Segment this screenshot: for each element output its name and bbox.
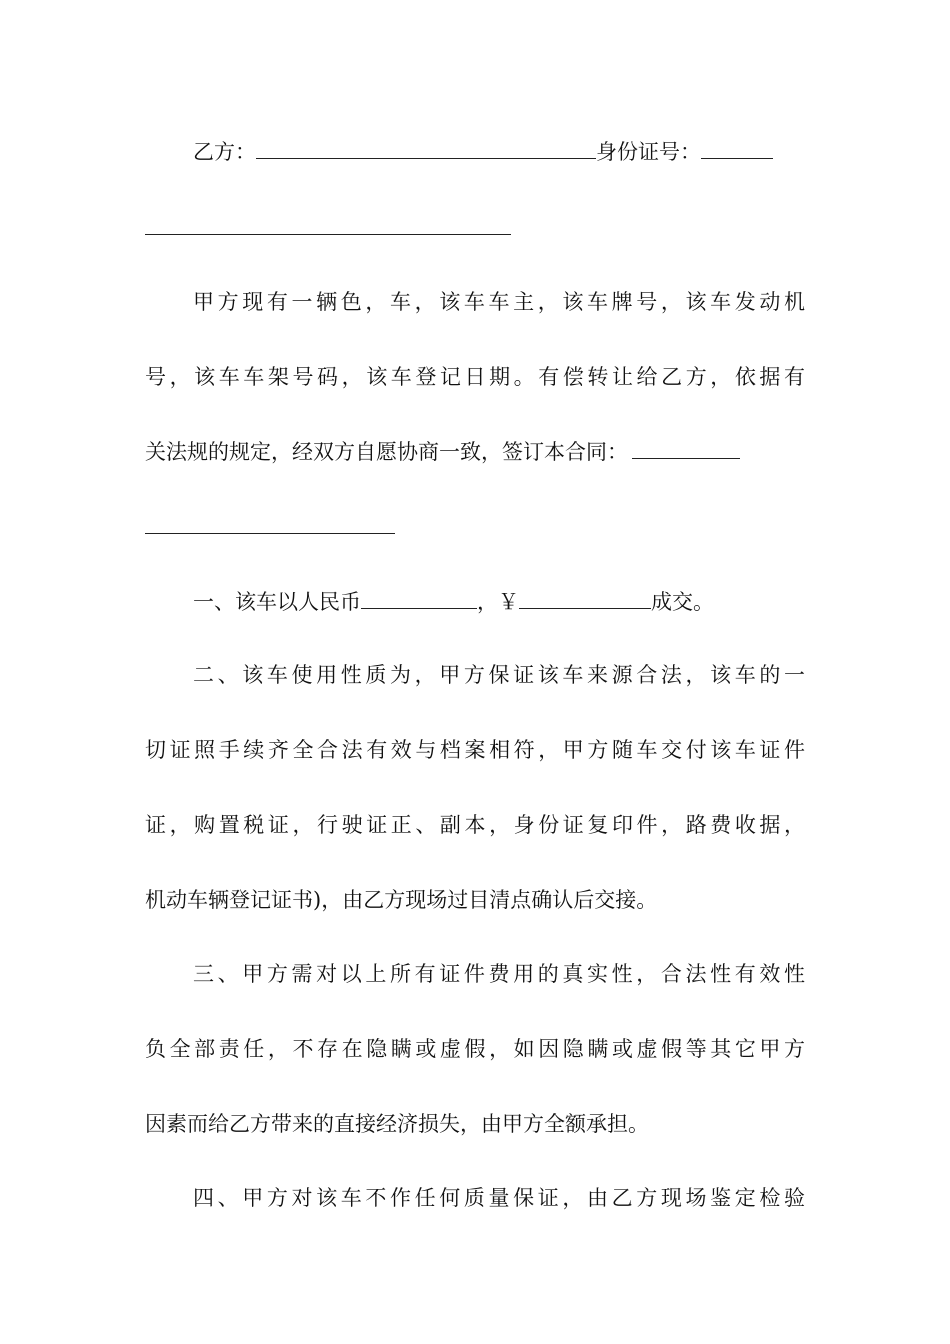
clause-1-suffix: 成交。	[651, 590, 714, 614]
id-number-blank-continuation	[145, 234, 511, 235]
clause-2-line-2: 切证照手续齐全合法有效与档案相符，甲方随车交付该车证件	[145, 738, 805, 762]
clause-3-line-1: 三、甲方需对以上所有证件费用的真实性，合法性有效性	[193, 962, 805, 986]
clause-3-line-2: 负全部责任，不存在隐瞒或虚假，如因隐瞒或虚假等其它甲方	[145, 1037, 805, 1061]
party-b-label: 乙方：	[193, 140, 256, 164]
clause-3-line-3: 因素而给乙方带来的直接经济损失，由甲方全额承担。	[145, 1112, 649, 1136]
party-b-line	[193, 137, 805, 167]
price-amount-blank	[519, 588, 651, 609]
price-words-blank	[361, 588, 477, 609]
intro-line-3	[145, 437, 805, 467]
clause-2-line-3: 证，购置税证，行驶证正、副本，身份证复印件，路费收据，	[145, 813, 805, 837]
party-b-name-blank	[256, 138, 596, 159]
intro-line-1: 甲方现有一辆色，车，该车车主，该车牌号，该车发动机	[193, 290, 805, 314]
clause-4-line-1: 四、甲方对该车不作任何质量保证，由乙方现场鉴定检验	[193, 1186, 805, 1210]
clause-2-line-4: 机动车辆登记证书)，由乙方现场过目清点确认后交接。	[145, 888, 658, 912]
id-number-label: 身份证号：	[596, 140, 701, 164]
clause-2-line-1: 二、该车使用性质为，甲方保证该车来源合法，该车的一	[193, 663, 805, 687]
clause-1-comma: ，	[477, 590, 498, 614]
contract-blank	[632, 438, 740, 459]
contract-blank-continuation	[145, 533, 395, 534]
clause-1-line	[193, 587, 805, 617]
id-number-blank	[701, 138, 773, 159]
clause-1-prefix: 一、该车以人民币	[193, 590, 361, 614]
intro-line-3-text: 关法规的规定，经双方自愿协商一致，签订本合同：	[145, 440, 628, 464]
currency-symbol: ￥	[498, 590, 519, 614]
intro-line-2: 号，该车车架号码，该车登记日期。有偿转让给乙方，依据有	[145, 365, 805, 389]
